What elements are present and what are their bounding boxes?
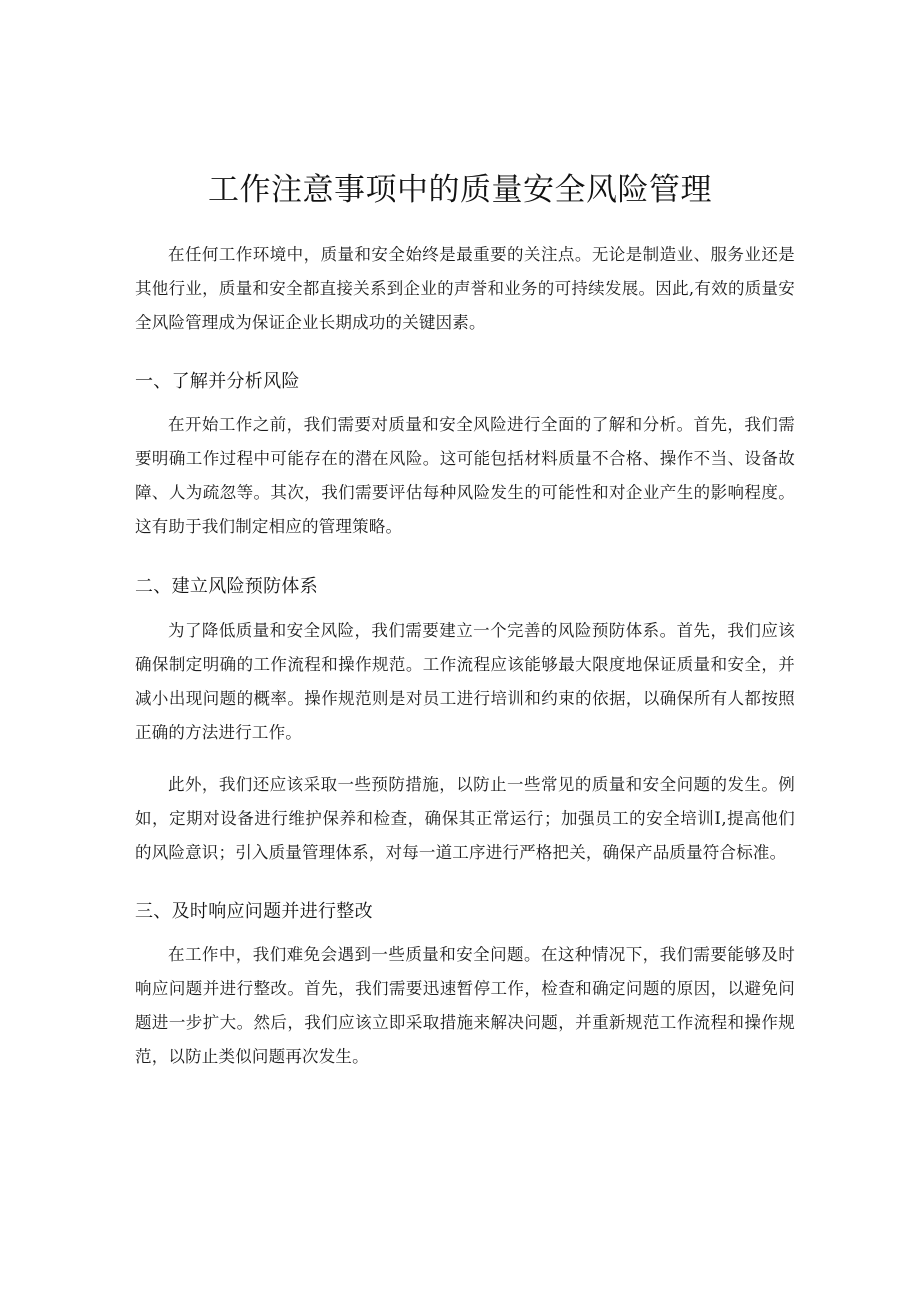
section-2-paragraph-1: 为了降低质量和安全风险，我们需要建立一个完善的风险预防体系。首先，我们应该确保制定明确的工作流程和操作规范。工作流程应该能够最大限度地保证质量和安全，并减小出现问题的概率。操作规范则是对员工进行培训和约束的依据，以确保所有人都按照正确的方法进行工作。 <box>135 621 795 742</box>
intro-paragraph: 在任何工作环境中，质量和安全始终是最重要的关注点。无论是制造业、服务业还是其他行业，质量和安全都直接关系到企业的声誉和业务的可持续发展。因此,有效的质量安全风险管理成为保证企业长期成功的关键因素。 <box>135 245 795 332</box>
section-heading-2: 二、建立风险预防体系 <box>135 576 318 597</box>
section-heading-1: 一、了解并分析风险 <box>135 371 300 392</box>
section-2-paragraph-2: 此外，我们还应该采取一些预防措施，以防止一些常见的质量和安全问题的发生。例如，定期对设备进行维护保养和检查，确保其正常运行；加强员工的安全培训Ⅰ,提高他们的风险意识；引入质量管理体系，对每一道工序进行严格把关，确保产品质量符合标准。 <box>135 775 795 862</box>
section-1-paragraph-1: 在开始工作之前，我们需要对质量和安全风险进行全面的了解和分析。首先，我们需要明确工作过程中可能存在的潜在风险。这可能包括材料质量不合格、操作不当、设备故障、人为疏忽等。其次，我们需要评估每种风险发生的可能性和对企业产生的影响程度。这有助于我们制定相应的管理策略。 <box>135 415 795 536</box>
section-3-paragraph-1: 在工作中，我们难免会遇到一些质量和安全问题。在这种情况下，我们需要能够及时响应问题并进行整改。首先，我们需要迅速暂停工作，检查和确定问题的原因，以避免问题进一步扩大。然后，我们应该立即采取措施来解决问题，并重新规范工作流程和操作规范，以防止类似问题再次发生。 <box>135 945 795 1066</box>
document-title: 工作注意事项中的质量安全风险管理 <box>208 172 712 208</box>
section-heading-3: 三、及时响应问题并进行整改 <box>135 901 373 922</box>
